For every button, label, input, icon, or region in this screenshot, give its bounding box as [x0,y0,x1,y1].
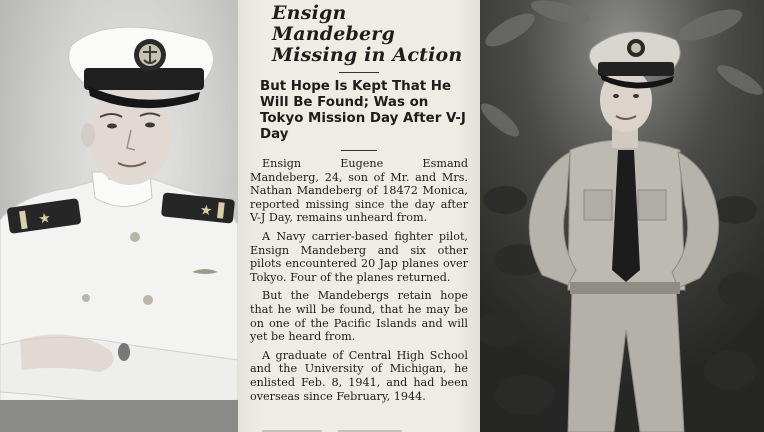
left-portrait-illustration [0,0,238,432]
cap-band [598,62,674,76]
table-surface [0,400,238,432]
article-paragraph: Ensign Eugene Esmand Mandeberg, 24, son of Mr. and Mrs. Nathan Mandeberg of 18472 Monica, reported missing since the day after V-J Day, remains unheard from. [250,157,468,225]
uniform-button [143,295,153,305]
newspaper-clipping [238,0,480,432]
divider-rule [339,72,379,73]
article-paragraph: A Navy carrier-based fighter pilot, Ensign Mandeberg and six other pilots encountered 20 Jap planes over Tokyo. Four of the planes returned. [250,229,468,284]
svg-text:★: ★ [37,210,53,228]
cap-band [84,68,204,90]
article-paragraph: A graduate of Central High School and the University of Michigan, he enlisted Feb. 8, 1941, and had been overseas since February, 1944. [250,348,468,403]
uniform-button [130,232,140,242]
divider-rule [341,150,377,151]
right-photo-illustration [480,0,764,432]
left-portrait-photo [0,0,238,432]
wristwatch [118,343,130,361]
uniform-button [82,294,90,302]
belt [570,282,680,294]
clipping-headline: Ensign Mandeberg Missing in Action [272,2,463,66]
clipping-subheadline: But Hope Is Kept That He Will Be Found; Was on Tokyo Mission Day After V-J Day [260,79,466,142]
right-standing-photo [480,0,764,432]
article-paragraph: But the Mandebergs retain hope that he will be found, that he may be on one of the Pacific Islands and will yet be heard from. [250,289,468,344]
svg-text:★: ★ [198,202,214,220]
